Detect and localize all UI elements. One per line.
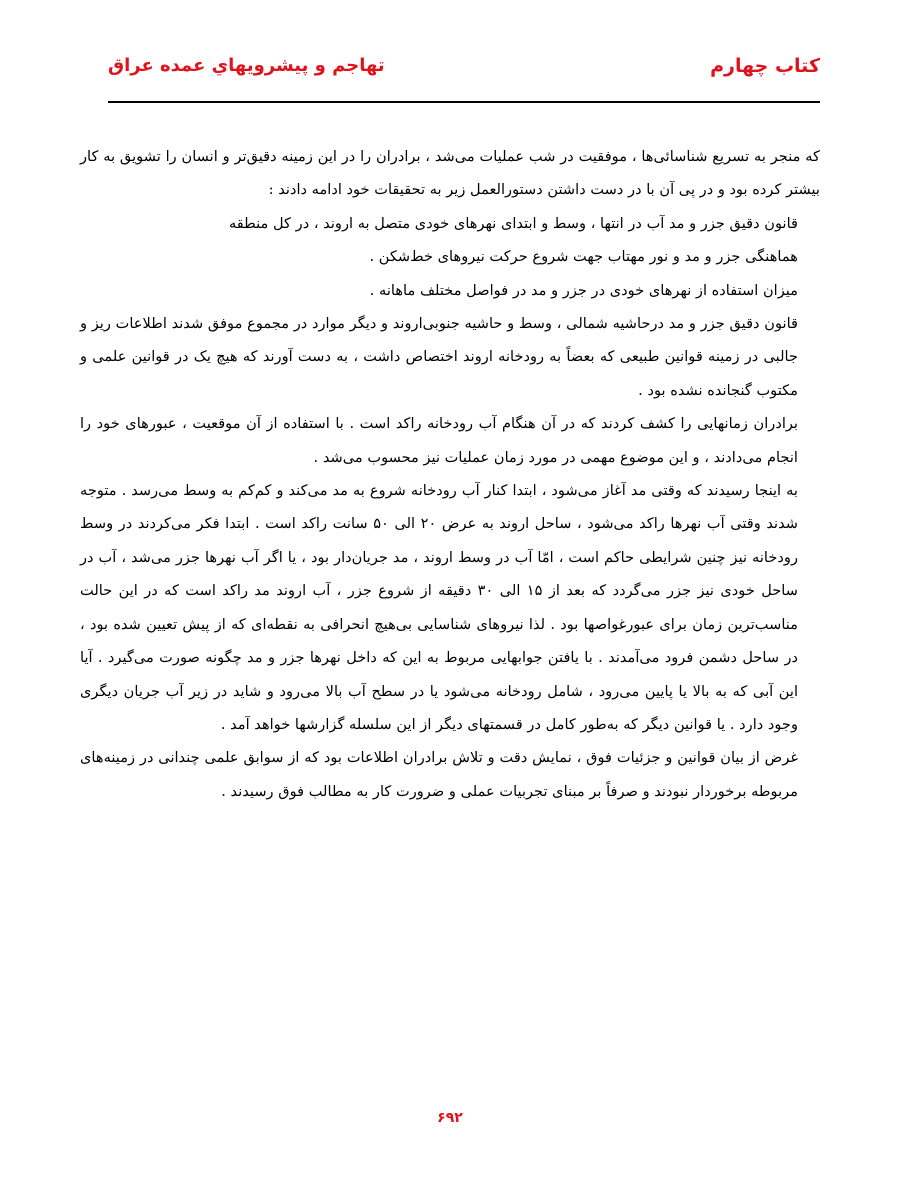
- paragraph: که منجر به تسریع شناسائی‌ها ، موفقیت در شب عملیات می‌شد ، برادران را در این زمینه دقیق‌تر و انسان را تشویق به کار بیشتر کرده بود و در پی آن با در دست داشتن دستورالعمل زیر به تحقیقات خود ادامه دادند :: [80, 148, 820, 199]
- list-item: میزان استفاده از نهرهای خودی در جزر و مد در فواصل مختلف ماهانه .: [369, 281, 798, 299]
- paragraph: برادران زمانهایی را کشف کردند که در آن هنگام آب رودخانه راکد است . با استفاده از آن موقعیت ، عبورهای خود را انجام می‌دادند ، و این موضوع مهمی در مورد زمان عملیات نیز محسوب می‌شد .: [80, 415, 798, 466]
- running-header: [108, 55, 820, 95]
- paragraph: قانون دقیق جزر و مد درحاشیه شمالی ، وسط و حاشیه جنوبی‌اروند و دیگر موارد در مجموع موفق شدند اطلاعات ریز و جالبی در زمینه قوانین طبیعی که بعضاً به رودخانه اروند اختصاص داشت ، به دست آورند که هیچ یک در قوانین علمی و مکتوب گنجانده نشده بود .: [80, 315, 798, 399]
- chapter-title: تهاجم و پیشرویهاي عمده عراق: [108, 55, 385, 76]
- list-item: قانون دقیق جزر و مد آب در انتها ، وسط و ابتدای نهرهای خودی متصل به اروند ، در کل منطقه: [228, 214, 798, 232]
- paragraph: غرض از بیان قوانین و جزئیات فوق ، نمایش دقت و تلاش برادران اطلاعات بود که از سوابق علمی چندانی در زمینه‌های مربوطه برخوردار نبودند و صرفاً بر مبنای تجربیات عملی و ضرورت کار به مطالب فوق رسیدند .: [80, 749, 798, 800]
- header-divider: [108, 101, 820, 103]
- paragraph: به اینجا رسیدند که وقتی مد آغاز می‌شود ، ابتدا کنار آب رودخانه شروع به مد می‌کند و کم‌کم به وسط می‌رسد . متوجه شدند وقتی آب نهرها راکد می‌شود ، ساحل اروند به عرض ۲۰ الی ۵۰ سانت راکد است . ابتدا فکر می‌کردند در وسط رودخانه نیز چنین شرایطی حاکم است ، امّا آب در وسط اروند ، مد جریان‌دار بود ، یا اگر آب نهرها جزر می‌شد ، آب در ساحل خودی نیز جزر می‌گردد که بعد از ۱۵ الی ۳۰ دقیقه از شروع جزر ، آب اروند مد راکد است که در این حالت مناسب‌ترین زمان برای عبورغواصها بود . لذا نیروهای شناسایی بی‌هیچ انحرافی به نقطه‌ای که از پیش تعیین شده بود ، در ساحل دشمن فرود می‌آمدند . با یافتن جوابهایی مربوط به این که داخل نهرها جزر و مد چگونه صورت می‌گیرد . آیا این آبی که به بالا یا پایین می‌رود ، شامل رودخانه می‌شود یا در سطح آب بالا می‌رود و شاید در زیر آب جریان دیگری وجود دارد . یا قوانین دیگر که به‌طور کامل در قسمتهای دیگر از این سلسله گزارشها خواهد آمد .: [80, 482, 798, 733]
- list-item: هماهنگی جزر و مد و نور مهتاب جهت شروع حرکت نیروهای خط‌شکن .: [369, 248, 798, 266]
- book-label: کتاب چهارم: [710, 55, 820, 77]
- page-number: ۶۹۲: [437, 1110, 463, 1126]
- body-text: [80, 140, 820, 808]
